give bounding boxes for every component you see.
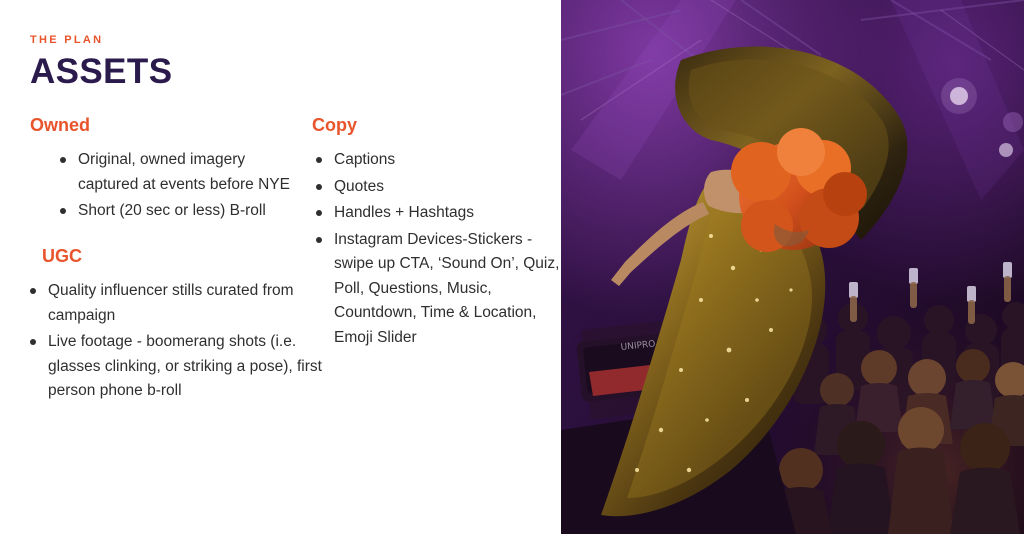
- section-heading-copy: Copy: [312, 114, 357, 135]
- list-item: Original, owned imagery captured at events before NYE: [56, 148, 301, 197]
- section-heading-owned: Owned: [30, 114, 91, 135]
- page-title: ASSETS: [30, 52, 173, 91]
- list-item: Instagram Devices-Stickers - swipe up CTA, ‘Sound On’, Quiz, Poll, Questions, Music, Countdown, Time & Location, Emoji Slider: [312, 228, 562, 350]
- owned-list: [56, 148, 301, 223]
- column-right: [312, 115, 562, 352]
- list-item: Quality influencer stills curated from campaign: [26, 279, 326, 328]
- svg-text:UNIPRO: UNIPRO: [620, 339, 656, 353]
- column-left: [30, 114, 322, 406]
- list-item: Captions: [312, 148, 562, 172]
- concert-photo-illustration: [561, 0, 1024, 534]
- ugc-list: [26, 279, 326, 403]
- concert-photo: [561, 0, 1024, 534]
- list-item: Live footage - boomerang shots (i.e. glasses clinking, or striking a pose), first person phone b-roll: [26, 330, 326, 403]
- eyebrow-label: THE PLAN: [30, 34, 104, 46]
- section-heading-ugc: UGC: [42, 245, 82, 266]
- list-item: Quotes: [312, 175, 562, 199]
- list-item: Handles + Hashtags: [312, 201, 562, 225]
- copy-list: [312, 148, 562, 350]
- list-item: Short (20 sec or less) B-roll: [56, 199, 301, 223]
